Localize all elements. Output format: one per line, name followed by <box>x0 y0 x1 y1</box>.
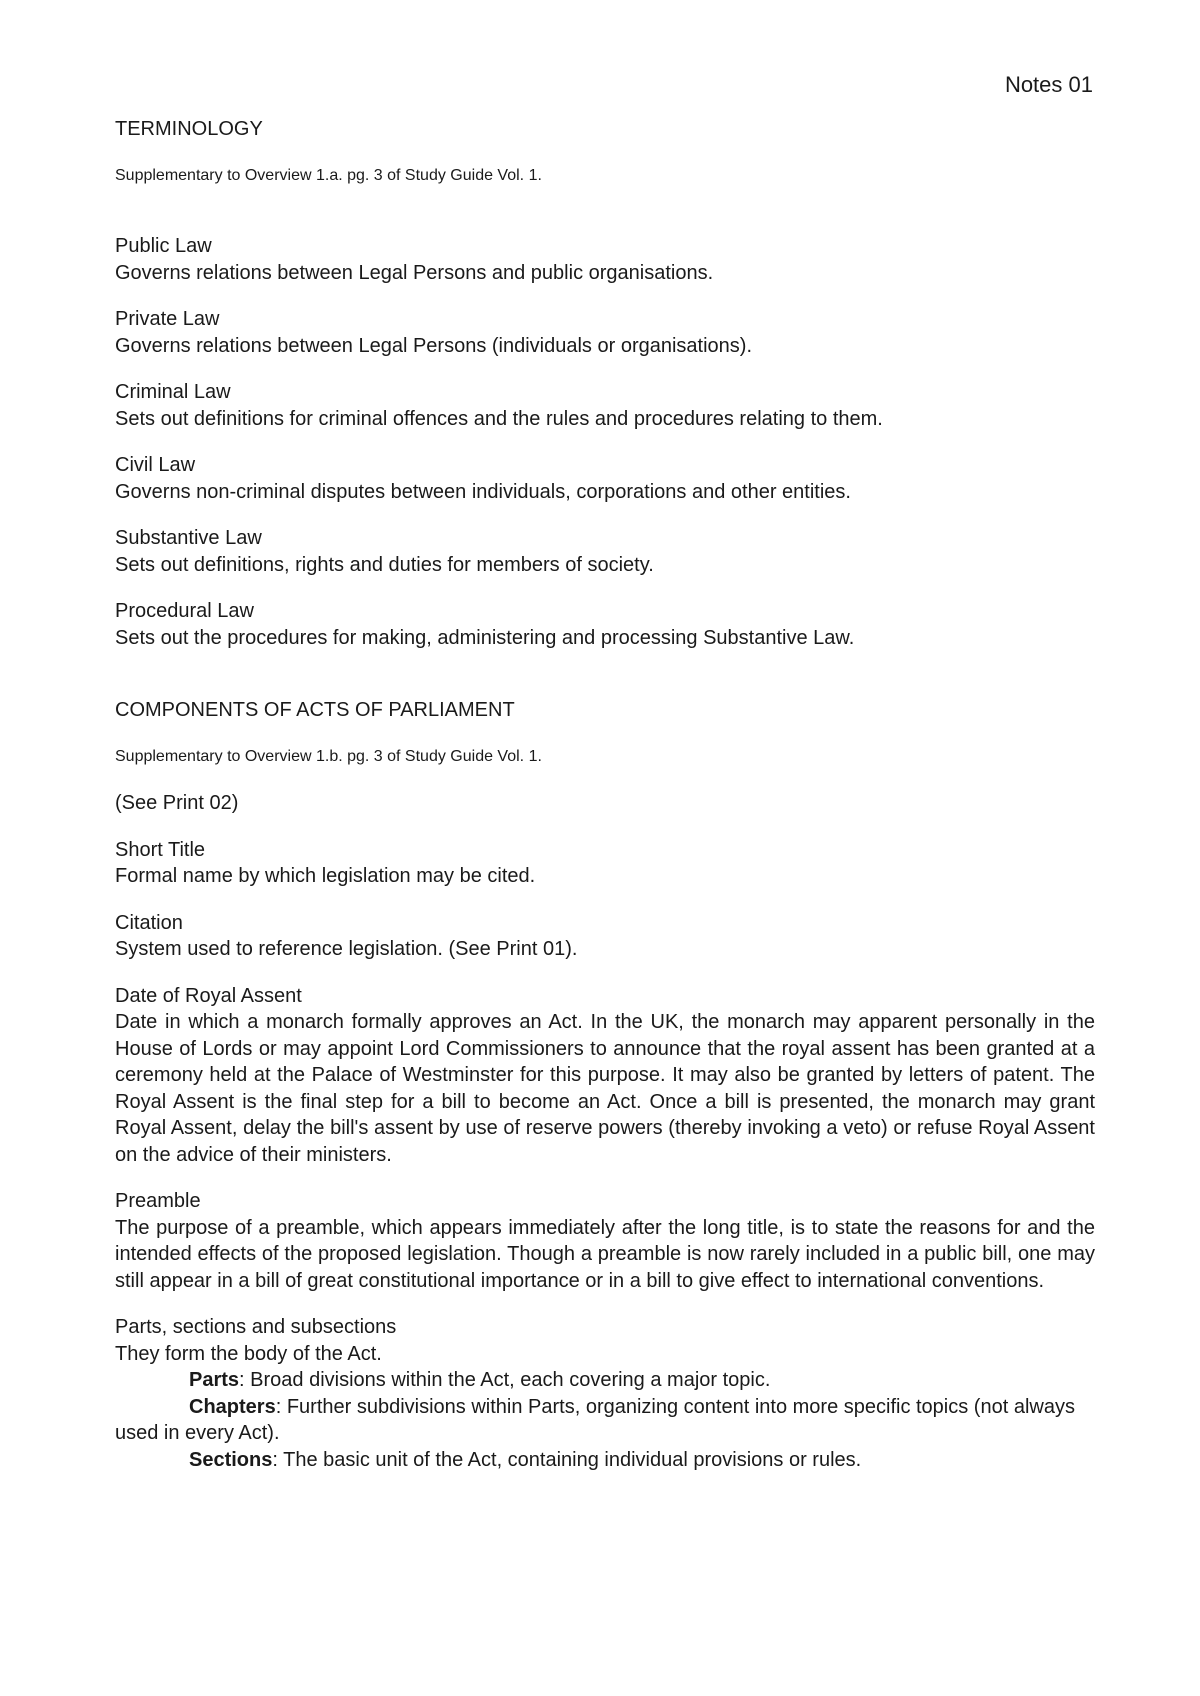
document-body <box>115 116 1095 1473</box>
term-definition: Sets out definitions, rights and duties for members of society. <box>115 553 654 576</box>
term-definition: Governs non-criminal disputes between individuals, corporations and other entities. <box>115 480 851 503</box>
term-label: Public Law <box>115 235 212 257</box>
term-label: Private Law <box>115 308 220 330</box>
definition-substantive-law <box>115 525 1095 578</box>
definition-short-title <box>115 837 1095 890</box>
term-definition: Governs relations between Legal Persons and public organisations. <box>115 261 714 284</box>
term-definition: Formal name by which legislation may be cited. <box>115 865 536 887</box>
components-supplementary-note: Supplementary to Overview 1.b. pg. 3 of Study Guide Vol. 1. <box>115 747 542 765</box>
page-header: Notes 01 <box>1004 72 1093 97</box>
term-definition: They form the body of the Act. <box>115 1342 382 1365</box>
definition-citation <box>115 910 1095 963</box>
definition-public-law <box>115 233 1095 286</box>
term-definition: Sets out the procedures for making, administering and processing Substantive Law. <box>115 626 855 649</box>
definition-preamble <box>115 1188 1095 1294</box>
term-definition: System used to reference legislation. (See Print 01). <box>115 938 578 960</box>
term-definition: Governs relations between Legal Persons (individuals or organisations). <box>115 334 753 357</box>
term-label: Criminal Law <box>115 381 231 403</box>
item-label: Chapters <box>189 1395 276 1418</box>
term-definition: Sets out definitions for criminal offences and the rules and procedures relating to them. <box>115 407 883 430</box>
term-label: Date of Royal Assent <box>115 984 302 1007</box>
term-label: Preamble <box>115 1190 201 1212</box>
term-label: Parts, sections and subsections <box>115 1316 397 1338</box>
term-label: Short Title <box>115 838 206 861</box>
definition-parts-sections <box>115 1314 1095 1473</box>
terminology-supplementary-note: Supplementary to Overview 1.a. pg. 3 of Study Guide Vol. 1. <box>115 166 542 184</box>
term-label: Procedural Law <box>115 600 254 622</box>
item-text: : Further subdivisions within Parts, organizing content into more specific topics (not always used in every Act). <box>115 1395 1075 1444</box>
parts-item <box>115 1367 1095 1394</box>
terminology-heading: TERMINOLOGY <box>115 118 263 140</box>
term-definition: Date in which a monarch formally approves an Act. In the UK, the monarch may apparent personally in the House of Lords or may appoint Lord Commissioners to announce that the royal assent has been granted at a ceremony held at the Palace of Westminster for this purpose. It may also be granted by letters of patent. The Royal Assent is the final step for a bill to become an Act. Once a bill is presented, the monarch may grant Royal Assent, delay the bill's assent by use of reserve powers (thereby invoking a veto) or refuse Royal Assent on the advice of their ministers. <box>115 1011 1095 1166</box>
definition-private-law <box>115 306 1095 359</box>
term-label: Substantive Law <box>115 527 262 549</box>
item-text: : Broad divisions within the Act, each covering a major topic. <box>239 1369 771 1391</box>
item-text: : The basic unit of the Act, containing individual provisions or rules. <box>272 1448 862 1471</box>
definition-criminal-law <box>115 379 1095 432</box>
definition-civil-law <box>115 452 1095 505</box>
term-label: Citation <box>115 911 183 934</box>
item-label: Parts <box>189 1369 240 1391</box>
item-label: Sections <box>189 1448 273 1471</box>
term-label: Civil Law <box>115 454 196 476</box>
definition-procedural-law <box>115 598 1095 651</box>
term-definition: The purpose of a preamble, which appears immediately after the long title, is to state the reasons for and the intended effects of the proposed legislation. Though a preamble is now rarely included in a public bill, one may still appear in a bill of great constitutional importance or in a bill to give effect to international conventions. <box>115 1216 1095 1292</box>
see-print-note: (See Print 02) <box>115 792 239 814</box>
definition-royal-assent <box>115 983 1095 1169</box>
chapters-item <box>115 1394 1095 1447</box>
components-heading: COMPONENTS OF ACTS OF PARLIAMENT <box>115 699 515 721</box>
sections-item <box>115 1447 1095 1474</box>
